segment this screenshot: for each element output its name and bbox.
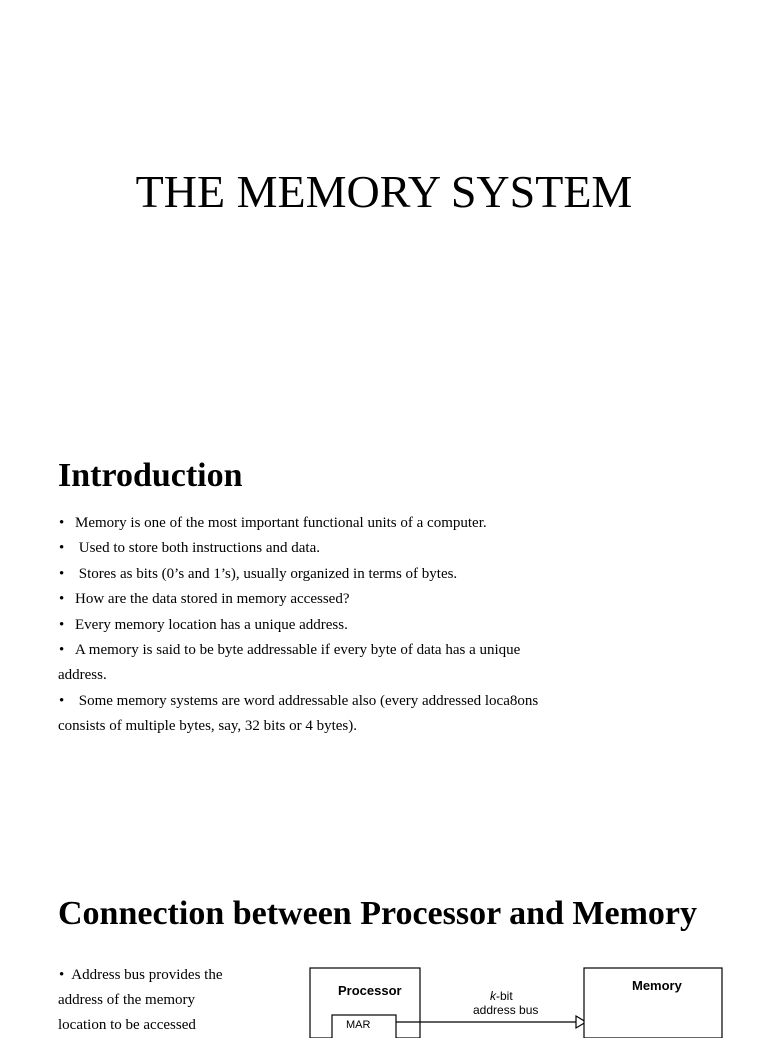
bullet-text: How are the data stored in memory accessed? bbox=[71, 591, 350, 608]
bullet-text: Some memory systems are word addressable also (every addressed loca8ons bbox=[71, 692, 539, 709]
bullet-text: location to be accessed bbox=[58, 1017, 196, 1033]
connection-bullet-list bbox=[58, 963, 278, 1038]
connection-heading: Connection between Processor and Memory bbox=[58, 895, 697, 932]
bullet-line bbox=[58, 663, 578, 688]
bullet-line bbox=[58, 587, 578, 612]
bullet-text: Address bus provides the bbox=[71, 967, 223, 983]
bullet-line bbox=[58, 638, 578, 663]
bullet-line bbox=[58, 511, 578, 536]
bullet-icon: • bbox=[59, 616, 65, 633]
bullet-icon: • bbox=[59, 540, 65, 557]
bullet-line bbox=[58, 613, 578, 638]
bullet-line bbox=[58, 988, 278, 1013]
memory-label: Memory bbox=[632, 978, 682, 993]
introduction-bullet-list bbox=[58, 511, 578, 740]
bullet-icon: • bbox=[59, 565, 65, 582]
bullet-line bbox=[58, 562, 578, 587]
bullet-line bbox=[58, 963, 278, 988]
bullet-text: address. bbox=[58, 667, 107, 684]
bullet-icon: • bbox=[59, 692, 65, 709]
bullet-line bbox=[58, 714, 578, 739]
introduction-heading: Introduction bbox=[58, 457, 243, 494]
bullet-text: A memory is said to be byte addressable if every byte of data has a unique bbox=[71, 642, 521, 659]
processor-label: Processor bbox=[338, 983, 402, 998]
bullet-line bbox=[58, 536, 578, 561]
mar-label: MAR bbox=[346, 1019, 371, 1031]
bullet-text: consists of multiple bytes, say, 32 bits or 4 bytes). bbox=[58, 718, 358, 735]
bullet-text: address of the memory bbox=[58, 992, 196, 1008]
bullet-icon: • bbox=[59, 591, 65, 608]
processor-memory-diagram bbox=[300, 960, 740, 1031]
bullet-text: Every memory location has a unique address. bbox=[71, 616, 348, 633]
slide-title: THE MEMORY SYSTEM bbox=[135, 166, 633, 217]
bullet-icon: • bbox=[59, 967, 65, 983]
bus-width-label: k-bit bbox=[490, 989, 513, 1003]
bullet-line bbox=[58, 1013, 278, 1038]
bullet-icon: • bbox=[59, 642, 65, 659]
bus-name-label: address bus bbox=[473, 1003, 539, 1017]
bullet-text: Stores as bits (0’s and 1’s), usually organized in terms of bytes. bbox=[71, 565, 458, 582]
bullet-text: Memory is one of the most important functional units of a computer. bbox=[71, 515, 487, 531]
bullet-line bbox=[58, 689, 578, 714]
bullet-text: Used to store both instructions and data. bbox=[71, 540, 320, 557]
bullet-icon: • bbox=[59, 515, 65, 531]
